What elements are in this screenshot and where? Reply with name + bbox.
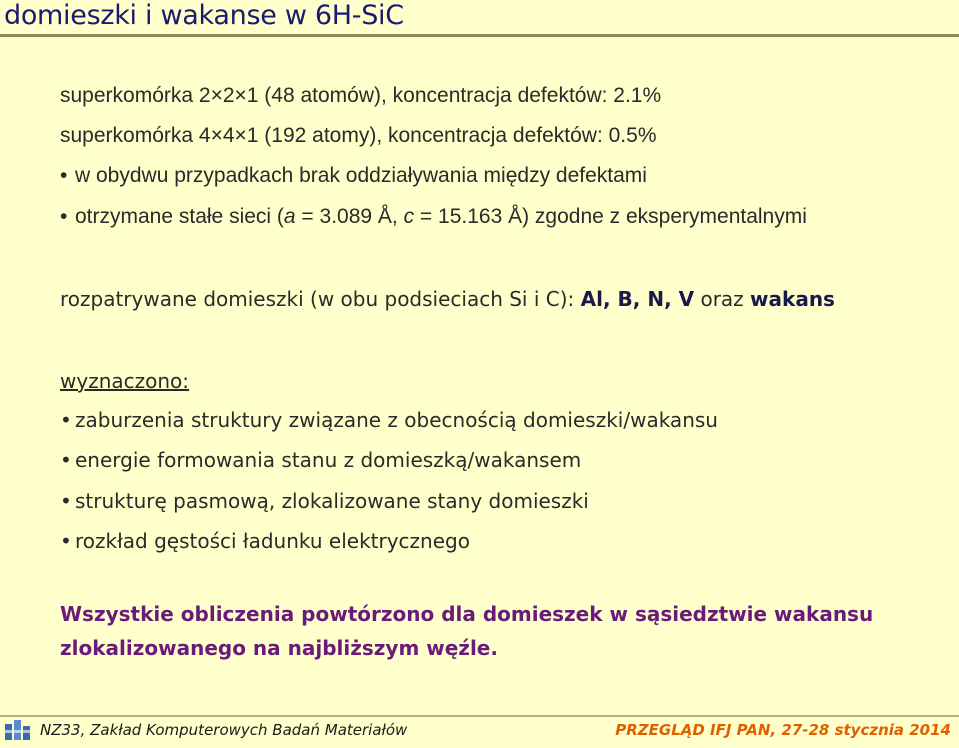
page-title: domieszki i wakanse w 6H-SiC xyxy=(4,0,404,31)
highlight-line-2: zlokalizowanego na najbliższym węźle. xyxy=(60,636,498,660)
dopants-line: rozpatrywane domieszki (w obu podsieciach Si i C): Al, B, N, V oraz wakans xyxy=(60,287,835,311)
bullet-icon: • xyxy=(60,408,72,432)
bullet-icon: • xyxy=(60,489,72,513)
bullet-no-interaction: • w obydwu przypadkach brak oddziaływania między defektami xyxy=(60,164,647,187)
bullet-icon: • xyxy=(60,448,72,472)
bullet-structure-distortion: • zaburzenia struktury związane z obecnością domieszki/wakansu xyxy=(60,408,718,432)
title-bar xyxy=(0,0,959,36)
bullet-icon: • xyxy=(60,164,68,187)
highlight-line-1: Wszystkie obliczenia powtórzono dla domieszek w sąsiedztwie wakansu xyxy=(60,602,874,626)
bullet-icon: • xyxy=(60,529,72,553)
bullet-icon: • xyxy=(60,205,68,228)
supercell-line-1: superkomórka 2×2×1 (48 atomów), koncentracja defektów: 2.1% xyxy=(60,84,662,107)
title-divider xyxy=(0,34,959,37)
footer-department: NZ33, Zakład Komputerowych Badań Materiałów xyxy=(40,721,408,739)
bullet-charge-density: • rozkład gęstości ładunku elektrycznego xyxy=(60,529,470,553)
bullet-formation-energy: • energie formowania stanu z domieszką/wakansem xyxy=(60,448,582,472)
ifj-logo-icon xyxy=(4,718,32,744)
supercell-line-2: superkomórka 4×4×1 (192 atomy), koncentracja defektów: 0.5% xyxy=(60,124,657,147)
bullet-lattice-constants: • otrzymane stałe sieci (a = 3.089 Å, c = 15.163 Å) zgodne z eksperymentalnymi xyxy=(60,205,807,228)
bullet-band-structure: • strukturę pasmową, zlokalizowane stany domieszki xyxy=(60,489,589,513)
determined-heading: wyznaczono: xyxy=(60,369,190,393)
footer-event: PRZEGLĄD IFJ PAN, 27-28 stycznia 2014 xyxy=(615,721,951,739)
footer-divider xyxy=(0,715,959,717)
